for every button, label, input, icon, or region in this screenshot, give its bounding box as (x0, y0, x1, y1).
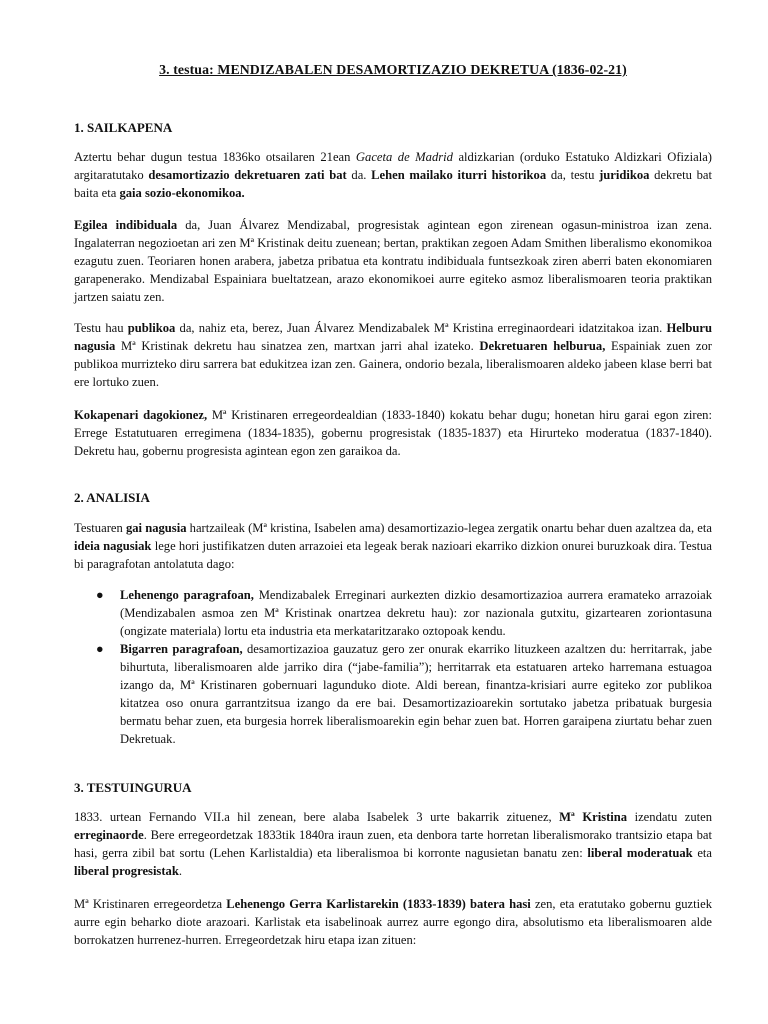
text: 1833. urtean Fernando VII.a hil zenean, bere alaba Isabelek 3 urte bakarrik zituenez, (74, 810, 560, 824)
text-bold: Egilea indibiduala (74, 218, 178, 232)
text: da, testu (546, 168, 600, 182)
text-bold: Lehenengo paragrafoan, (120, 588, 254, 602)
text-bold: liberal moderatuak (587, 846, 693, 860)
text: Mendizabalek Erreginari aurkezten dizkio desamortizazioa aurrera eramateko arrazoiak (Mendizabalen asmoa zen Mª Kristinak onartzea dekretu hau): zor nazionala gutxitu, gizartearen zoriontasuna (ongizate materiala) lortu eta industria eta merkataritzarako oztopoak kendu. (120, 588, 712, 638)
text: eta (692, 846, 713, 860)
text: Mª Kristinak dekretu hau sinatzea zen, martxan jarri ahal izateko. (115, 339, 480, 353)
document-title: 3. testua: MENDIZABALEN DESAMORTIZAZIO DEKRETUA (1836-02-21) (159, 62, 627, 77)
text: zen, eta eratutako gobernu guztiek aurre egin beharko diote arazoari. Karlistak eta isabelinoak aurrez aurre egongo dira, absolutismo eta liberalismoaren alde borrokatzen hurrenez-hurren. Erregeordetzak hiru etapa izan zituen: (74, 897, 713, 947)
paragraph-sailkapena-1 (74, 148, 712, 202)
text-bold: gaia sozio-ekonomikoa. (119, 186, 245, 200)
bullet-icon: ● (96, 588, 104, 602)
text: desamortizazioa gauzatuz gero zer onurak ekarriko lituzkeen azaltzen du: herritarrak, jabe bihurtuta, liberalismoaren alde jarriko dira (“jabe-familia”); herritarrak eta estatuaren arteko harremana estuagoa izango da, Mª Kristinaren gobernuari lagunduko diote. Aldi berean, finantza-krisiari aurre egiteko zor publikoa kitatzea oso onura garrantzitsua izango da ere bai. Desamortizazioarekin sortutako jabetza pribatuak burgesia bermatu behar zuen, eta burgesia horrek liberalismoarekin egin behar zuen bat. Horren garaipena ziurtatu behar zuen Dekretuak. (120, 642, 712, 746)
text-bold: Lehenengo Gerra Karlistarekin (1833-1839) batera hasi (226, 897, 531, 911)
text: Aztertu behar dugun testua 1836ko otsailaren 21ean (74, 150, 356, 164)
paragraph-sailkapena-3 (74, 319, 712, 391)
text: Mª Kristinaren erregeordetza (74, 897, 227, 911)
text-bold: juridikoa (599, 168, 650, 182)
text: . Bere erregeordetzak 1833tik 1840ra iraun zuen, eta denbora tarte horretan liberalismorako trantsizio etapa bat hasi, gerra zibil bat sortu (Lehen Karlistaldia) eta liberalismoa bi korronte nagusietan banatu zen: (74, 828, 712, 860)
paragraph-sailkapena-2 (74, 216, 712, 306)
text-bold: erreginaorde (74, 828, 144, 842)
text-italic: Gaceta de Madrid (355, 150, 453, 164)
text: hartzaileak (Mª kristina, Isabelen ama) desamortizazio-legea zergatik onartu behar duen azaltzea da, eta (186, 521, 712, 535)
text-bold: Mª Kristina (559, 810, 628, 824)
section-heading-analisia: 2. ANALISIA (74, 490, 150, 505)
text: da, Juan Álvarez Mendizabal, progresistak agintean egon zirenean ogasun-ministroa izan zena. Ingalaterran negozioetan ari zen Mª Kristinak deitu zuenean; bertan, praktikan zegoen Adam Smithen liberalismo ekonomikoa ezagutu zuen. Teoriaren honen arabera, jabetza pribatua eta kontratu indibiduala funtsezkoak ziren aberri baten ekonomiaren garapenerako. Mendizabal Espainiara bueltatzean, arazo ekonomikoei aurre egiteko asmoz liberalismoaren teoria praktikan jartzen saiatu zen. (74, 218, 712, 304)
text-bold: desamortizazio dekretuaren zati bat (148, 168, 347, 182)
section-heading-testuingurua: 3. TESTUINGURUA (74, 780, 192, 795)
paragraph-list (74, 586, 712, 748)
text-bold: liberal progresistak (74, 864, 179, 878)
text: lege hori justifikatzen duten arrazoiei eta legeak berak nazioari ekarriko dizkion onurei buruzkoak dira. Testua bi paragrafotan antolatuta dago: (74, 539, 713, 571)
text: izendatu zuten (627, 810, 713, 824)
text: Espainiak zuen zor publikoa murrizteko diru sarrera bat edukitzea izan zen. Gainera, ondorio bezala, liberalismoaren aldeko jabeen klase berri bat ere lortuko zuen. (74, 339, 712, 389)
text-bold: Bigarren paragrafoan, (120, 642, 243, 656)
text: aldizkarian (orduko Estatuko Aldizkari Ofiziala) argitaratutako (74, 150, 712, 182)
bullet-icon: ● (96, 642, 104, 656)
text: Testu hau (74, 321, 128, 335)
paragraph-testuingurua-2 (74, 895, 712, 949)
list-item (74, 586, 712, 640)
text-bold: Kokapenari dagokionez, (74, 408, 208, 422)
text-bold: gai nagusia (125, 521, 187, 535)
text: Mª Kristinaren erregeordealdian (1833-1840) kokatu behar dugu; honetan hiru garai egon ziren: Errege Estatutuaren erregimena (1834-1835), gobernu progresistak (1835-1837) eta Hirurteko moderatua (1837-1840). Dekretu hau, gobernu progresista agintean egon zen garaikoa da. (74, 408, 712, 458)
text: da. (346, 168, 372, 182)
paragraph-testuingurua-1 (74, 808, 712, 880)
text-bold: Lehen mailako iturri historikoa (371, 168, 547, 182)
section-heading-sailkapena: 1. SAILKAPENA (74, 120, 173, 135)
text: Testuaren (74, 521, 126, 535)
text: . (178, 864, 182, 878)
paragraph-analisia-1 (74, 519, 712, 573)
text-bold: publikoa (127, 321, 176, 335)
paragraph-sailkapena-4 (74, 406, 712, 460)
text-bold: Dekretuaren helburua, (479, 339, 606, 353)
text: dekretu bat baita eta (74, 168, 712, 200)
list-item (74, 640, 712, 748)
text-bold: ideia nagusiak (74, 539, 152, 553)
text: da, nahiz eta, berez, Juan Álvarez Mendizabalek Mª Kristina erreginaordeari idatzitakoa izan. (175, 321, 667, 335)
text-bold: Helburu nagusia (74, 321, 712, 353)
